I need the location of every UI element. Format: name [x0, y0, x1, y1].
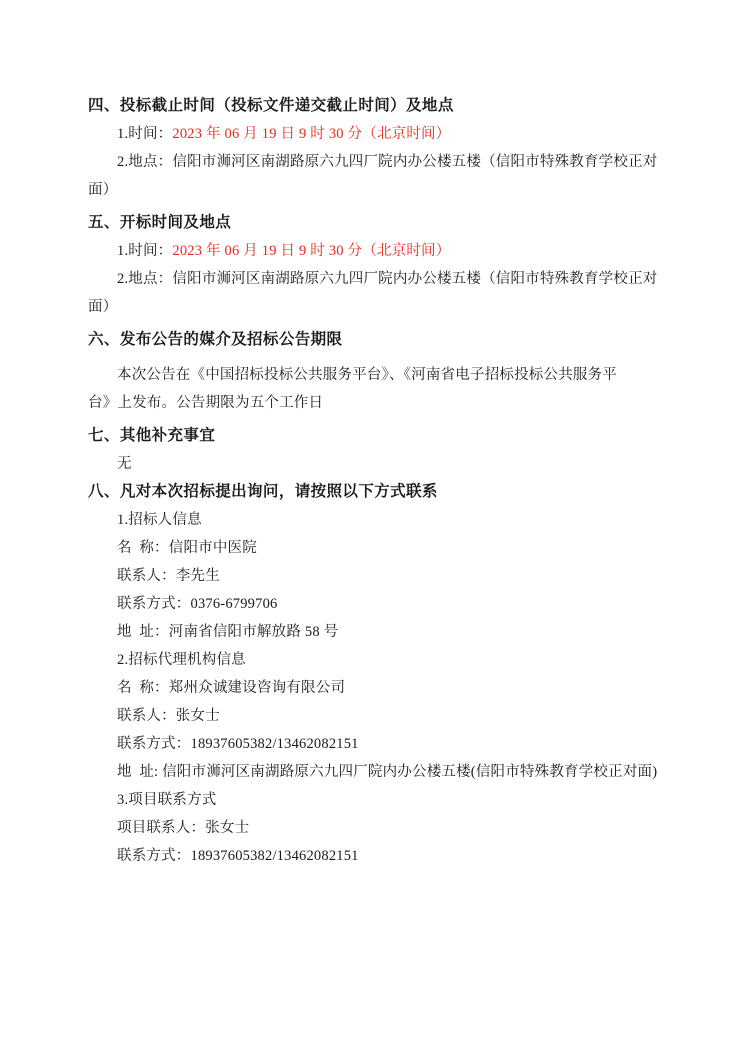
section-6-paragraph-line1: 本次公告在《中国招标投标公共服务平台》、《河南省电子招标投标公共服务平	[117, 367, 617, 383]
bidder-contact-person: 联系人：李先生	[117, 568, 220, 584]
section-5-time-value: 2023 年 06 月 19 日 9 时 30 分（北京时间）	[172, 243, 451, 259]
section-8-bidder-info-label: 1.招标人信息	[117, 512, 202, 528]
section-4-time-value: 2023 年 06 月 19 日 9 时 30 分（北京时间）	[172, 126, 451, 142]
section-5-place-line2: 面）	[88, 299, 118, 315]
section-4-place-line2: 面）	[88, 182, 118, 198]
agency-name: 名 称：郑州众诚建设咨询有限公司	[117, 680, 346, 696]
section-4-number: 四、	[88, 97, 120, 114]
agency-contact-person: 联系人：张女士	[117, 708, 220, 724]
agency-address: 地 址: 信阳市浉河区南湖路原六九四厂院内办公楼五楼(信阳市特殊教育学校正对面)	[117, 764, 658, 780]
project-contact-phone: 联系方式：18937605382/13462082151	[117, 848, 359, 864]
section-6-paragraph-line2: 台》上发布。公告期限为五个工作日	[88, 395, 324, 411]
section-4-heading	[88, 92, 668, 120]
section-6-heading	[88, 326, 668, 354]
section-4-time-line	[88, 120, 668, 148]
section-8-title: 凡对本次招标提出询问，请按照以下方式联系	[119, 483, 438, 500]
bidder-name: 名 称：信阳市中医院	[117, 540, 257, 556]
section-7-title: 其他补充事宜	[119, 427, 216, 444]
section-8-heading	[88, 478, 668, 506]
section-7-heading	[88, 422, 668, 450]
section-8-number: 八、	[88, 483, 120, 500]
section-5-time-line	[88, 237, 668, 265]
agency-info-label: 2.招标代理机构信息	[117, 652, 246, 668]
section-7-content: 无	[117, 456, 132, 472]
agency-contact-phone: 联系方式：18937605382/13462082151	[117, 736, 359, 752]
section-6-title: 发布公告的媒介及招标公告期限	[119, 331, 343, 348]
project-contact-label: 3.项目联系方式	[117, 792, 217, 808]
section-5-number: 五、	[88, 214, 120, 231]
section-4-title: 投标截止时间（投标文件递交截止时间）及地点	[119, 97, 454, 114]
section-6-number: 六、	[88, 331, 120, 348]
section-7-number: 七、	[88, 427, 120, 444]
bidder-address: 地 址：河南省信阳市解放路 58 号	[117, 624, 339, 640]
bidder-contact-phone: 联系方式：0376-6799706	[117, 596, 278, 612]
section-4-time-label: 1.时间：	[117, 126, 173, 142]
document-content	[88, 92, 668, 870]
section-5-place-line1: 2.地点：信阳市浉河区南湖路原六九四厂院内办公楼五楼（信阳市特殊教育学校正对	[117, 271, 658, 287]
section-5-heading	[88, 209, 668, 237]
section-5-title: 开标时间及地点	[119, 214, 232, 231]
project-contact-person: 项目联系人：张女士	[117, 820, 250, 836]
section-4-place-line1: 2.地点：信阳市浉河区南湖路原六九四厂院内办公楼五楼（信阳市特殊教育学校正对	[117, 154, 658, 170]
section-5-time-label: 1.时间：	[117, 243, 173, 259]
